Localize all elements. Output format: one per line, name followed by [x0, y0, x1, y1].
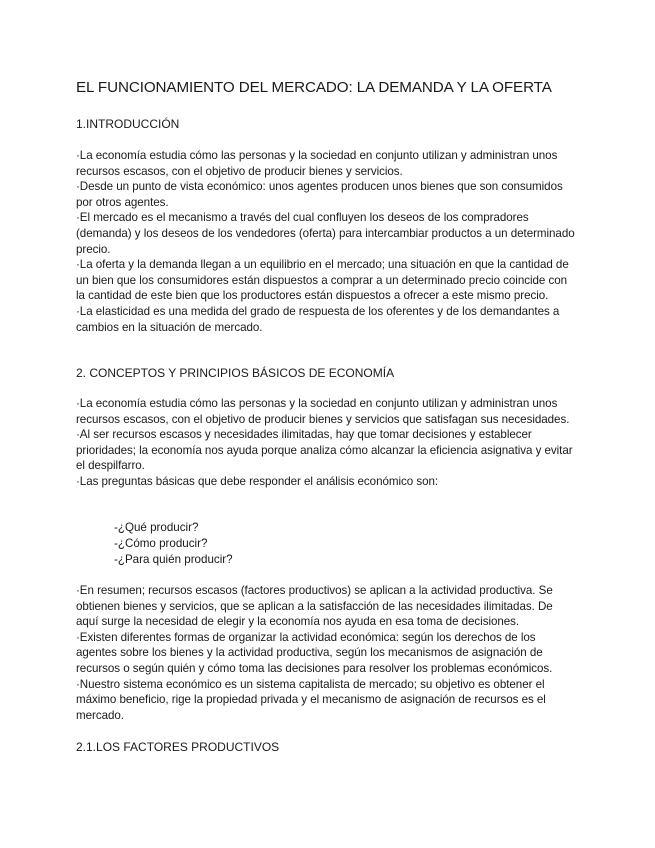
paragraph: ·La economía estudia cómo las personas y la sociedad en conjunto utilizan y administran unos recursos escasos, con el objetivo de producir bienes y servicios que satisfagan sus necesidades. [76, 397, 570, 426]
paragraph: ·Al ser recursos escasos y necesidades ilimitadas, hay que tomar decisiones y establecer prioridades; la economía nos ayuda porque analiza cómo alcanzar la eficiencia asignativa y evitar el despilfarro. [76, 428, 573, 473]
section-2-body [76, 396, 576, 490]
paragraph: ·En resumen; recursos escasos (factores productivos) se aplican a la actividad productiva. Se obtienen bienes y servicios, que se aplican a la satisfacción de las necesidades ilimitadas. De aquí surge la necesidad de elegir y la economía nos ayuda en esa toma de decisiones. [76, 584, 553, 629]
document-title: EL FUNCIONAMIENTO DEL MERCADO: LA DEMANDA Y LA OFERTA [76, 79, 552, 96]
paragraph: ·Nuestro sistema económico es un sistema capitalista de mercado; su objetivo es obtener el máximo beneficio, rige la propiedad privada y el mecanismo de asignación de recursos es el mercado. [76, 677, 546, 722]
paragraph: ·El mercado es el mecanismo a través del cual confluyen los deseos de los compradores (demanda) y los deseos de los vendedores (oferta) para intercambiar productos a un determinado precio. [76, 211, 575, 256]
section-1-body [76, 148, 576, 335]
section-heading-conceptos: 2. CONCEPTOS Y PRINCIPIOS BÁSICOS DE ECONOMÍA [76, 366, 395, 380]
questions-list [114, 520, 233, 568]
paragraph: ·Desde un punto de vista económico: unos agentes producen unos bienes que son consumidos por otros agentes. [76, 180, 563, 209]
paragraph: ·Las preguntas básicas que debe responder el análisis económico son: [76, 474, 439, 488]
paragraph: ·La elasticidad es una medida del grado de respuesta de los oferentes y de los demandantes a cambios en la situación de mercado. [76, 304, 560, 334]
list-item: -¿Para quién producir? [114, 553, 233, 566]
section-2-body-continued [76, 583, 576, 723]
paragraph: ·Existen diferentes formas de organizar la actividad económica: según los derechos de los agentes sobre los bienes y la actividad productiva, según los mecanismos de asignación de recursos o según quién y cómo toma las decisiones para resolver los problemas económicos. [76, 630, 553, 675]
list-item: -¿Cómo producir? [114, 537, 208, 550]
paragraph: ·La oferta y la demanda llegan a un equilibrio en el mercado; una situación en que la cantidad de un bien que los consumidores están dispuestos a comprar a un determinado precio coincide con la cantidad de este bien que los productores están dispuestos a ofrecer a este mismo precio. [76, 258, 569, 303]
paragraph: ·La economía estudia cómo las personas y la sociedad en conjunto utilizan y administran unos recursos escasos, con el objetivo de producir bienes y servicios. [76, 149, 558, 178]
list-item: -¿Qué producir? [114, 521, 199, 534]
section-heading-introduccion: 1.INTRODUCCIÓN [76, 117, 180, 131]
section-heading-factores: 2.1.LOS FACTORES PRODUCTIVOS [76, 740, 280, 754]
